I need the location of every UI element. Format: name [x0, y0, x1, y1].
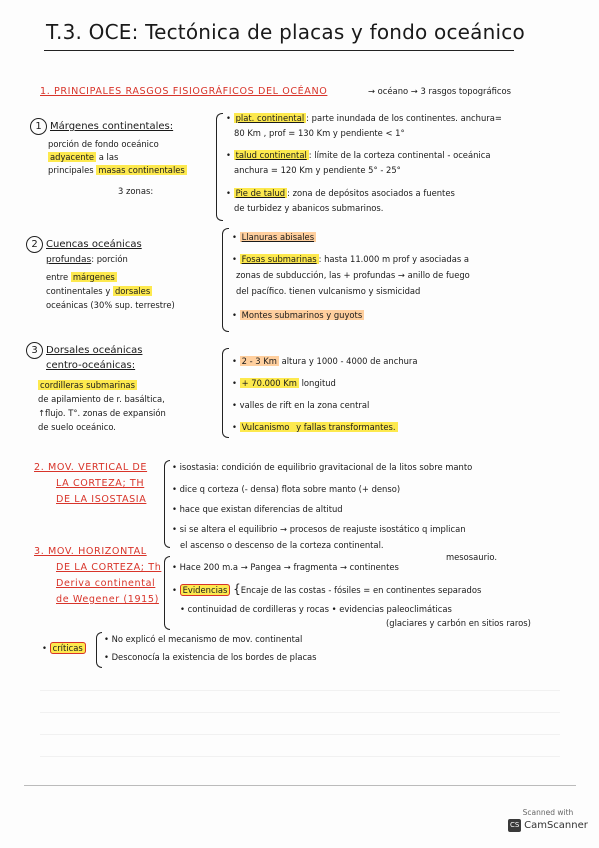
- b2-item-1: • Fosas submarinas : hasta 11.000 m prof y asociadas a: [232, 254, 469, 264]
- section1-note: → océano → 3 rasgos topográficos: [368, 86, 511, 96]
- b3-item-2: • valles de rift en la zona central: [232, 400, 370, 410]
- b1-item-0: • plat. continental : parte inundada de los continentes. anchura=: [226, 113, 502, 123]
- b3-item-0: • 2 - 3 Km altura y 1000 - 4000 de anchura: [232, 356, 418, 366]
- section2-heading1: 2. MOV. VERTICAL DE: [34, 462, 148, 473]
- b3-item-3: • Vulcanismo y fallas transformantes.: [232, 422, 396, 432]
- title-underline: [44, 50, 514, 51]
- b1-item-3: anchura = 120 Km y pendiente 5° - 25°: [234, 165, 401, 175]
- section3-heading3: Deriva continental: [56, 578, 156, 589]
- block3-desc1: cordilleras submarinas: [40, 380, 135, 390]
- b2-item-4: • Montes submarinos y guyots: [232, 310, 363, 320]
- block3-brace: [222, 348, 229, 438]
- b2-item-0: • Llanuras abisales: [232, 232, 315, 242]
- s2-item-0: • isostasia: condición de equilibrio gravitacional de la litos sobre manto: [172, 462, 473, 472]
- block3-title: 3 Dorsales oceánicas: [26, 342, 142, 359]
- b1-item-4: • Pie de talud : zona de depósitos asociados a fuentes: [226, 188, 455, 198]
- b2-item-2: zonas de subducción, las + profundas → anillo de fuego: [236, 270, 470, 280]
- criticas-brace: [96, 632, 102, 668]
- criticas-label: críticas: [50, 642, 86, 654]
- b3-item-1: • + 70.000 Km longitud: [232, 378, 336, 388]
- section2-heading3: DE LA ISOSTASIA: [56, 494, 147, 505]
- s2-item-4: el ascenso o descenso de la corteza continental.: [180, 540, 384, 550]
- s3-ev2: • continuidad de cordilleras y rocas • evidencias paleoclimáticas: [180, 604, 452, 614]
- block3-desc4: de suelo oceánico.: [38, 422, 116, 432]
- criticas-label-wrap: • críticas: [42, 643, 86, 653]
- section3-heading1: 3. MOV. HORIZONTAL: [34, 546, 147, 557]
- block1-title: 1 Márgenes continentales:: [30, 118, 173, 135]
- b2-item-3: del pacífico. tienen vulcanismo y sismicidad: [236, 286, 421, 296]
- section2-brace: [164, 460, 170, 548]
- camscanner-brand: CamScanner: [524, 820, 588, 831]
- s2-item-3: • si se altera el equilibrio → procesos de reajuste isostático q implican: [172, 524, 466, 534]
- section3-heading2: DE LA CORTEZA; Th: [56, 562, 162, 573]
- faint-line: [40, 712, 560, 713]
- block3-title2: centro-oceánicas:: [46, 360, 136, 371]
- block1-number: 1: [30, 118, 47, 135]
- block1-desc2: adyacente a las: [50, 152, 119, 162]
- s3-ev4: (glaciares y carbón en sitios raros): [386, 618, 531, 628]
- block1-zones: 3 zonas:: [118, 186, 154, 196]
- faint-line: [40, 734, 560, 735]
- s3-evidencias: • Evidencias {Encaje de las costas - fósiles = en continentes separados: [172, 582, 482, 596]
- s2-item-1: • dice q corteza (- densa) flota sobre manto (+ denso): [172, 484, 401, 494]
- crit-2: • Desconocía la existencia de los bordes de placas: [104, 652, 317, 662]
- section2-heading2: LA CORTEZA; TH: [56, 478, 145, 489]
- block3-number: 3: [26, 342, 43, 359]
- section3-brace: [164, 556, 170, 630]
- s3-line1: • Hace 200 m.a → Pangea → fragmenta → continentes: [172, 562, 399, 572]
- faint-line: [40, 756, 560, 757]
- crit-1: • No explicó el mecanismo de mov. continental: [104, 634, 303, 644]
- b1-item-1: 80 Km , prof = 130 Km y pendiente < 1°: [234, 128, 405, 138]
- evidencias-label: Evidencias: [180, 584, 231, 596]
- page-bottom-line: [24, 785, 576, 786]
- b1-item-2: • talud continental : límite de la corteza continental - oceánica: [226, 150, 491, 160]
- block2-desc1: entre márgenes: [46, 272, 115, 282]
- block2-number: 2: [26, 236, 43, 253]
- block2-title2: profundas: porción: [46, 254, 128, 265]
- block3-desc2: de apilamiento de r. basáltica,: [38, 394, 165, 404]
- b1-item-5: de turbidez y abanicos submarinos.: [234, 203, 384, 213]
- faint-line: [40, 690, 560, 691]
- block3-desc3: ↑flujo. T°. zonas de expansión: [38, 408, 166, 418]
- block2-desc3: oceánicas (30% sup. terrestre): [46, 300, 175, 310]
- block1-desc1: porción de fondo oceánico: [48, 139, 159, 149]
- block2-brace: [222, 228, 229, 332]
- scanned-with-text: Scanned with: [522, 808, 574, 817]
- section1-heading: 1. PRINCIPALES RASGOS FISIOGRÁFICOS DEL OCÉANO: [40, 86, 328, 97]
- page-title: T.3. OCE: Tectónica de placas y fondo oceánico: [46, 20, 525, 44]
- block2-desc2: continentales y dorsales: [46, 286, 151, 296]
- s3-line1-note: mesosaurio.: [446, 552, 498, 562]
- s2-item-2: • hace que existan diferencias de altitud: [172, 504, 343, 514]
- block2-title: 2 Cuencas oceánicas: [26, 236, 142, 253]
- block1-desc3: principales masas continentales: [48, 165, 185, 175]
- camscanner-logo: [505, 808, 591, 832]
- block1-brace: [216, 113, 223, 221]
- section3-heading4: de Wegener (1915): [56, 594, 159, 605]
- camscanner-icon: CS: [508, 819, 521, 832]
